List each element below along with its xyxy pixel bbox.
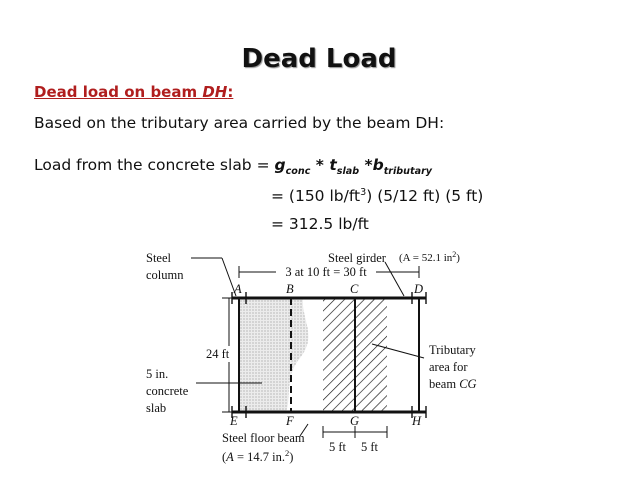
slab-stipple [239,298,308,412]
slide-title: Dead Load [241,44,397,74]
label-tributary-1: Tributary [429,343,476,357]
label-floor-beam: Steel floor beam [222,431,305,445]
formula-label: Load from the concrete slab = [34,156,275,174]
formula-op1: * [310,156,330,174]
label-slab-1: 5 in. [146,367,169,381]
label-steel-column-2: column [146,268,184,282]
formula-op2: * [359,156,373,174]
label-girder-area: (A = 52.1 $in^2$) [399,250,460,264]
result-line: = 312.5 lb/ft [271,215,369,233]
label-tributary-2: area for [429,360,468,374]
label-slab-3: slab [146,401,167,415]
label-span: 3 at 10 ft = 30 ft [285,265,367,279]
label-node-D: D [414,282,424,296]
subheading-beam: DH [202,83,228,101]
formula-b: b [372,156,384,174]
calc-part-a: = (150 lb/ft [271,187,361,206]
label-steel-girder: Steel girder [328,251,386,265]
label-height: 24 ft [206,347,230,361]
label-steel-column-1: Steel [146,251,171,265]
formula-g: g [274,156,286,174]
subheading-prefix: Dead load on beam [34,83,203,101]
subheading-suffix: : [227,83,234,101]
label-slab-2: concrete [146,384,189,398]
formula-g-sub: conc [285,166,311,178]
label-node-H: H [412,414,422,428]
label-tributary-3: beam CG [429,377,477,391]
label-dim-left: 5 ft [329,440,347,454]
calc-part-b: ) (5/12 ft) (5 ft) [366,187,484,206]
label-floor-area: (A = 14.7 in.$^2$) [222,448,294,464]
label-node-E: E [230,414,238,428]
calc-sup: 3 [360,187,367,198]
formula-t: t [329,156,337,174]
label-node-F: F [286,414,294,428]
label-node-C: C [350,282,359,296]
intro-text: Based on the tributary area carried by the beam DH: [34,114,445,132]
formula-b-sub: tributary [383,166,433,178]
label-dim-right: 5 ft [361,440,379,454]
label-node-A: A [234,282,242,296]
label-node-G: G [350,414,360,428]
label-node-B: B [286,282,294,296]
formula-t-sub: slab [336,166,360,178]
